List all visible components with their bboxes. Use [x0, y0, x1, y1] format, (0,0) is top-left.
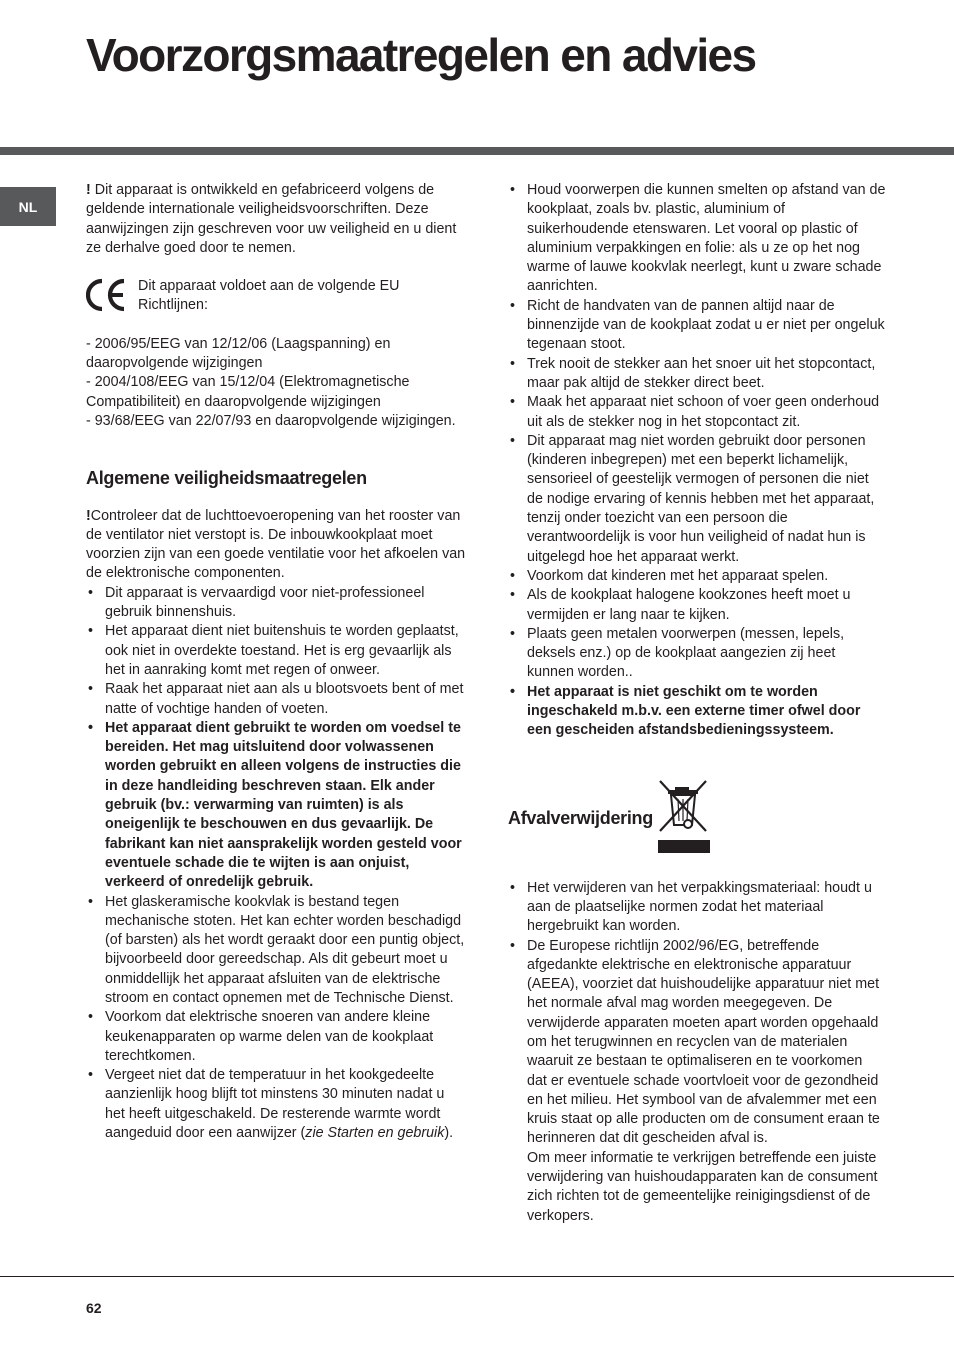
list-item: • Dit apparaat mag niet worden gebruikt door personen (kinderen inbegrepen) met een beperkt lichamelijk, sensorieel of geestelijk vermogen of personen die niet de nodige ervaring of kennis hebben met het apparaat, tenzij onder toezicht van een persoon die verantwoordelijk is voor hun veiligheid of nadat hun is uitgelegd hoe het apparaat werkt.	[508, 432, 886, 567]
warning-mark: !	[86, 182, 91, 198]
section-heading-general-safety: Algemene veiligheidsmaatregelen	[86, 468, 367, 489]
ventilation-paragraph	[86, 507, 466, 584]
left-column	[86, 181, 466, 1143]
list-item: • Voorkom dat kinderen met het apparaat spelen.	[508, 567, 886, 586]
list-item-bold: • Het apparaat dient gebruikt te worden om voedsel te bereiden. Het mag uitsluitend door volwassenen worden gebruikt en alleen volgens de instructies die in deze handleiding beschreven staan. Elk ander gebruik (bv.: verwarming van ruimten) is als oneigenlijk te beschouwen en dus gevaarlijk. De fabrikant kan niet aansprakelijk worden gesteld voor eventuele schade die te wijten is aan onjuist, verkeerd of onredelijk gebruik.	[86, 719, 466, 893]
list-item: • Dit apparaat is vervaardigd voor niet-professioneel gebruik binnenshuis.	[86, 584, 466, 623]
ce-compliance	[86, 277, 466, 316]
list-item: • Voorkom dat elektrische snoeren van andere kleine keukenapparaten op warme delen van de kookplaat terechtkomen.	[86, 1008, 466, 1066]
waste-section-header	[508, 777, 886, 853]
directive-item: - 93/68/EEG van 22/07/93 en daaropvolgende wijzigingen.	[86, 412, 456, 429]
list-item: • Trek nooit de stekker aan het snoer uit het stopcontact, maar pak altijd de stekker direct beet.	[508, 355, 886, 394]
safety-list-continued	[508, 181, 886, 741]
list-item: • Als de kookplaat halogene kookzones heeft moet u vermijden er lang naar te kijken.	[508, 586, 886, 625]
ce-mark-icon	[86, 277, 132, 313]
section-heading-waste-disposal: Afvalverwijdering	[508, 807, 653, 828]
list-item: • Vergeet niet dat de temperatuur in het kookgedeelte aanzienlijk hoog blijft tot minstens 30 minuten nadat u het heeft uitgeschakeld. De resterende warmte wordt aangeduid door een aanwijzer (zie Starten en gebruik).	[86, 1066, 466, 1143]
directive-item: - 2006/95/EEG van 12/12/06 (Laagspanning) en daaropvolgende wijzigingen	[86, 335, 391, 372]
crossed-out-wheelie-bin-icon	[655, 777, 711, 853]
directive-item: - 2004/108/EEG van 15/12/04 (Elektromagnetische Compatibiliteit) en daaropvolgende wijzigingen	[86, 374, 410, 410]
ventilation-text: Controleer dat de luchttoevoeropening van het rooster van de ventilator niet verstopt is. De inbouwkookplaat moet voorzien zijn van een goede ventilatie voor het afkoelen van de elektronische componenten.	[86, 507, 466, 582]
right-column	[508, 181, 886, 1226]
page-title: Voorzorgsmaatregelen en advies	[86, 29, 756, 81]
list-item: • De Europese richtlijn 2002/96/EG, betreffende afgedankte elektrische en elektronische apparatuur (AEEA), voorziet dat huishoudelijke apparatuur niet met het normale afval mag worden meegegeven. De verwijderde apparaten moeten apart worden opgehaald om het terugwinnen en recyclen van de materialen waaruit ze bestaan te optimaliseren en te voorkomen dat er eventuele schade voortvloeit voor de gezondheid en het milieu. Het symbool van de afvalemmer met een kruis staat op alle producten om de consument eraan te herinneren dat dit gescheiden afval is. Om meer informatie te verkrijgen betreffende een juiste verwijdering van huishoudapparaten kan de consument zich richten tot de gemeentelijke reinigingsdienst of de verkopers.	[508, 937, 886, 1226]
general-safety-list	[86, 584, 466, 1144]
list-item-bold: • Het apparaat is niet geschikt om te worden ingeschakeld m.b.v. een externe timer ofwel door een gescheiden afstandsbedieningssysteem.	[508, 683, 886, 741]
page-number: 62	[86, 1300, 102, 1316]
intro-text: Dit apparaat is ontwikkeld en gefabriceerd volgens de geldende internationale veiligheidsvoorschriften. Deze aanwijzingen zijn geschreven voor uw veiligheid en u dient ze derhalve goed door te nemen.	[86, 182, 457, 256]
footer-divider	[0, 1276, 954, 1277]
warning-mark: !	[86, 507, 91, 524]
language-tab: NL	[0, 187, 56, 226]
header-divider	[0, 147, 954, 155]
ce-text: Dit apparaat voldoet aan de volgende EU Richtlijnen:	[138, 278, 400, 314]
list-item: • Richt de handvaten van de pannen altijd naar de binnenzijde van de kookplaat zodat u er niet per ongeluk tegenaan stoot.	[508, 297, 886, 355]
list-item: • Het glaskeramische kookvlak is bestand tegen mechanische stoten. Het kan echter worden beschadigd (of barsten) als het wordt geraakt door een puntig object, bijvoorbeeld door gereedschap. Als dit gebeurt moet u onmiddellijk het apparaat afsluiten van de elektrische stroom en contact opnemen met de Technische Dienst.	[86, 893, 466, 1009]
cross-reference: zie Starten en gebruik	[305, 1125, 445, 1142]
list-item: • Houd voorwerpen die kunnen smelten op afstand van de kookplaat, zoals bv. plastic, aluminium of suikerhoudende etenswaren. Let vooral op plastic of aluminium verpakkingen en folie: als u ze op het nog warme of lauwe kookvlak neerlegt, kunt u zware schade aanrichten.	[508, 181, 886, 297]
list-item: • Het verwijderen van het verpakkingsmateriaal: houdt u aan de plaatselijke normen zodat het materiaal hergebruikt kan worden.	[508, 879, 886, 937]
list-item: • Plaats geen metalen voorwerpen (messen, lepels, deksels enz.) op de kookplaat aangezien zij heet kunnen worden..	[508, 625, 886, 683]
waste-list	[508, 879, 886, 1226]
list-item: • Raak het apparaat niet aan als u blootsvoets bent of met natte of vochtige handen of voeten.	[86, 680, 466, 719]
list-item: • Maak het apparaat niet schoon of voer geen onderhoud uit als de stekker nog in het stopcontact zit.	[508, 393, 886, 432]
more-info-text: Om meer informatie te verkrijgen betreffende een juiste verwijdering van huishoudapparaten kan de consument zich richten tot de gemeentelijke reinigingsdienst of de verkopers.	[527, 1149, 878, 1224]
intro-paragraph	[86, 181, 466, 258]
list-item: • Het apparaat dient niet buitenshuis te worden geplaatst, ook niet in overdekte toestand. Het is erg gevaarlijk als het in aanraking komt met regen of onweer.	[86, 622, 466, 680]
